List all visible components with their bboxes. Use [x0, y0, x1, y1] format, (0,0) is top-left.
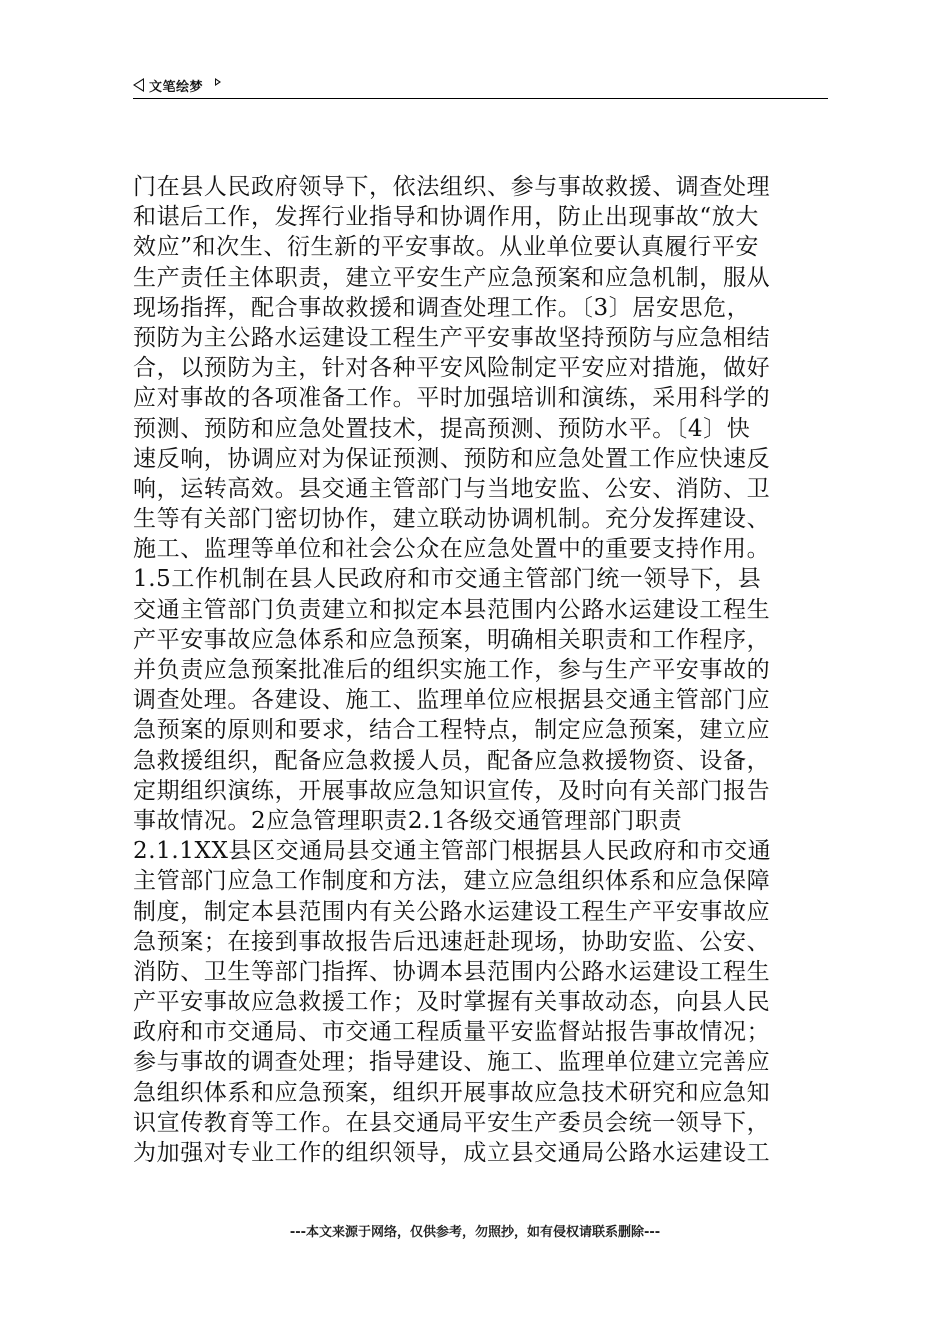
- page-header: [133, 72, 828, 99]
- triangle-left-icon: [133, 78, 144, 92]
- body-line: 识宣传教育等工作。在县交通局平安生产委员会统一领导下，: [133, 1109, 771, 1136]
- body-line: 为加强对专业工作的组织领导，成立县交通局公路水运建设工: [133, 1140, 771, 1166]
- body-line: 门在县人民政府领导下，依法组织、参与事故救援、调查处理: [133, 174, 771, 200]
- body-line: 1.5工作机制在县人民政府和市交通主管部门统一领导下，县: [133, 566, 762, 593]
- body-line: 急预案；在接到事故报告后迅速赶赴现场，协助安监、公安、: [133, 928, 771, 955]
- body-line: 急组织体系和应急预案，组织开展事故应急技术研究和应急知: [133, 1079, 771, 1106]
- body-line: 制度，制定本县范围内有关公路水运建设工程生产平安事故应: [133, 898, 771, 925]
- body-line: 交通主管部门负责建立和拟定本县范围内公路水运建设工程生: [133, 596, 771, 623]
- document-body: [133, 172, 833, 1168]
- body-line: 事故情况。2应急管理职责2.1各级交通管理部门职责: [133, 807, 683, 834]
- body-line: 2.1.1XX县区交通局县交通主管部门根据县人民政府和市交通: [133, 838, 772, 865]
- body-line: 急预案的原则和要求，结合工程特点，制定应急预案，建立应: [133, 717, 771, 744]
- body-line: 生产责任主体职责，建立平安生产应急预案和应急机制，服从: [133, 264, 771, 291]
- body-line: 政府和市交通局、市交通工程质量平安监督站报告事故情况；: [133, 1019, 771, 1046]
- body-line: 现场指挥，配合事故救援和调查处理工作。〔3〕居安思危，: [133, 294, 751, 321]
- body-line: 合，以预防为主，针对各种平安风险制定平安应对措施，做好: [133, 355, 771, 382]
- body-line: 预测、预防和应急处置技术，提高预测、预防水平。〔4〕快: [133, 415, 751, 442]
- body-line: 定期组织演练，开展事故应急知识宣传，及时向有关部门报告: [133, 777, 771, 804]
- body-line: 和谌后工作，发挥行业指导和协调作用，防止出现事故“放大: [133, 204, 759, 231]
- body-line: 参与事故的调查处理；指导建设、施工、监理单位建立完善应: [133, 1049, 771, 1076]
- body-line: 消防、卫生等部门指挥、协调本县范围内公路水运建设工程生: [133, 958, 771, 985]
- body-line: 并负责应急预案批准后的组织实施工作，参与生产平安事故的: [133, 657, 771, 683]
- triangle-right-icon: [215, 78, 221, 86]
- body-line: 速反响，协调应对为保证预测、预防和应急处置工作应快速反: [133, 445, 771, 472]
- body-line: 主管部门应急工作制度和方法，建立应急组织体系和应急保障: [133, 868, 771, 895]
- footer-notice: ---本文来源于网络，仅供参考，勿照抄，如有侵权请联系删除---: [289, 1225, 661, 1240]
- body-line: 产平安事故应急救援工作；及时掌握有关事故动态，向县人民: [133, 989, 771, 1016]
- body-line: 产平安事故应急体系和应急预案，明确相关职责和工作程序，: [133, 626, 771, 653]
- header-brand: 文笔绘梦: [149, 79, 204, 95]
- body-line: 效应”和次生、衍生新的平安事故。从业单位要认真履行平安: [133, 234, 759, 261]
- body-line: 生等有关部门密切协作，建立联动协调机制。充分发挥建设、: [133, 506, 771, 533]
- body-line: 预防为主公路水运建设工程生产平安事故坚持预防与应急相结: [133, 324, 771, 351]
- body-line: 响，运转高效。县交通主管部门与当地安监、公安、消防、卫: [133, 475, 771, 502]
- body-line: 施工、监理等单位和社会公众在应急处置中的重要支持作用。: [133, 536, 771, 563]
- body-line: 调查处理。各建设、施工、监理单位应根据县交通主管部门应: [133, 687, 771, 714]
- body-line: 应对事故的各项准备工作。平时加强培训和演练，采用科学的: [133, 385, 771, 412]
- body-line: 急救援组织，配备应急救援人员，配备应急救援物资、设备，: [133, 747, 771, 774]
